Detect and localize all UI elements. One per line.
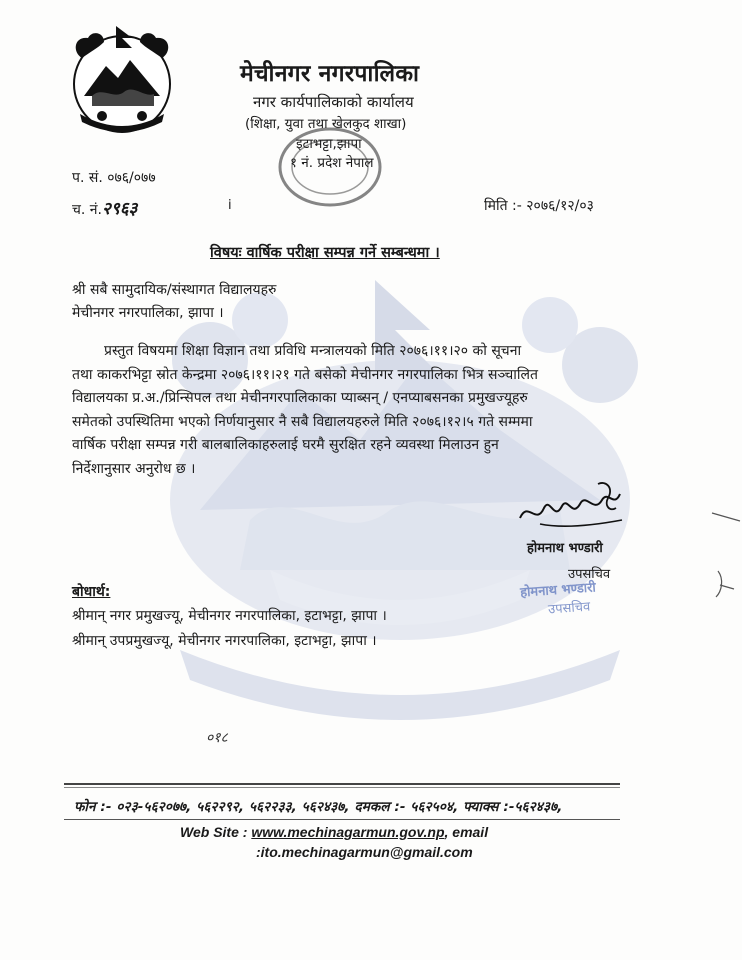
email-label: , email <box>444 824 489 840</box>
margin-pen-marks <box>700 505 742 615</box>
letter-subject: विषयः वार्षिक परीक्षा सम्पन्न गर्ने सम्बन्धमा । <box>210 245 440 261</box>
signatory-stamp-designation: उपसचिव <box>547 599 591 618</box>
dispatch-label: च. नं. <box>72 202 103 218</box>
recipient-line-2: मेचीनगर नगरपालिका, झापा । <box>72 305 224 321</box>
footer-email[interactable]: :ito.mechinagarmun@gmail.com <box>256 844 473 860</box>
dispatch-number <box>72 196 137 219</box>
office-stamp-icon <box>270 122 390 212</box>
nepal-emblem-icon <box>62 22 182 142</box>
footer-divider-bottom <box>64 819 620 820</box>
footer-divider-thin <box>64 787 620 788</box>
signatory-name: होमनाथ भण्डारी <box>527 541 603 556</box>
website-link[interactable]: www.mechinagarmun.gov.np <box>251 824 445 840</box>
body-line: वार्षिक परीक्षा सम्पन्न गरी बालबालिकाहरुलाई घरमै सुरक्षित रहने व्यवस्था मिलाउन हुन <box>72 437 499 453</box>
footer-divider-top <box>64 783 620 785</box>
cc-title: बोधार्थ: <box>72 584 111 600</box>
signatory-stamp-name: होमनाथ भण्डारी <box>519 580 597 601</box>
body-line: निर्देशानुसार अनुरोध छ । <box>72 460 196 477</box>
cc-line-2: श्रीमान् उपप्रमुखज्यू, मेचीनगर नगरपालिका, इटाभट्टा, झापा । <box>72 633 377 649</box>
body-line: समेतको उपस्थितिमा भएको निर्णयानुसार नै सबै विद्यालयहरुले मिति २०७६।१२।५ गते सम्ममा <box>72 413 533 430</box>
letter-number: प. सं. ०७६/०७७ <box>72 170 156 186</box>
body-line: विद्यालयका प्र.अ./प्रिन्सिपल तथा मेचीनगरपालिकाका प्याब्सन् / एनप्याबसनका प्रमुखज्यूहरु <box>72 390 528 406</box>
office-name: नगर कार्यपालिकाको कार्यालय <box>253 93 414 111</box>
letter-body <box>72 340 632 481</box>
organization-name: मेचीनगर नगरपालिका <box>240 61 420 87</box>
footer-website <box>180 824 488 840</box>
recipient-line-1: श्री सबै सामुदायिक/संस्थागत विद्यालयहरु <box>72 282 277 298</box>
body-line: प्रस्तुत विषयमा शिक्षा विज्ञान तथा प्रविधि मन्त्रालयको मिति २०७६।११।२० को सूचना <box>104 343 522 359</box>
branch-name: (शिक्षा, युवा तथा खेलकुद शाखा) <box>245 116 407 132</box>
body-line: तथा काकरभिट्टा स्रोत केन्द्रमा २०७६।११।२१ गते बसेको मेचीनगर नगरपालिका भित्र सञ्चालित <box>72 366 538 383</box>
handwritten-note: ०१८ <box>206 730 228 746</box>
website-label: Web Site : <box>180 824 252 840</box>
footer-phone-numbers: फोन :- ०२३-५६२०७७, ५६२२९२, ५६२२३३, ५६२४३७, दमकल :- ५६२५०४, फ्याक्स :-५६२४३७, <box>74 799 563 815</box>
letter-date: मिति :- २०७६/१२/०३ <box>484 198 594 214</box>
tick-mark: i <box>228 198 232 213</box>
office-location: इटाभट्टा,झापा <box>296 136 362 152</box>
signatory-designation: उपसचिव <box>568 567 611 582</box>
cc-line-1: श्रीमान् नगर प्रमुखज्यू, मेचीनगर नगरपालिका, इटाभट्टा, झापा । <box>72 608 387 624</box>
dispatch-number-handwritten: २९६३ <box>102 199 138 219</box>
handwritten-signature <box>510 478 630 538</box>
office-province: १ नं. प्रदेश नेपाल <box>290 155 374 171</box>
